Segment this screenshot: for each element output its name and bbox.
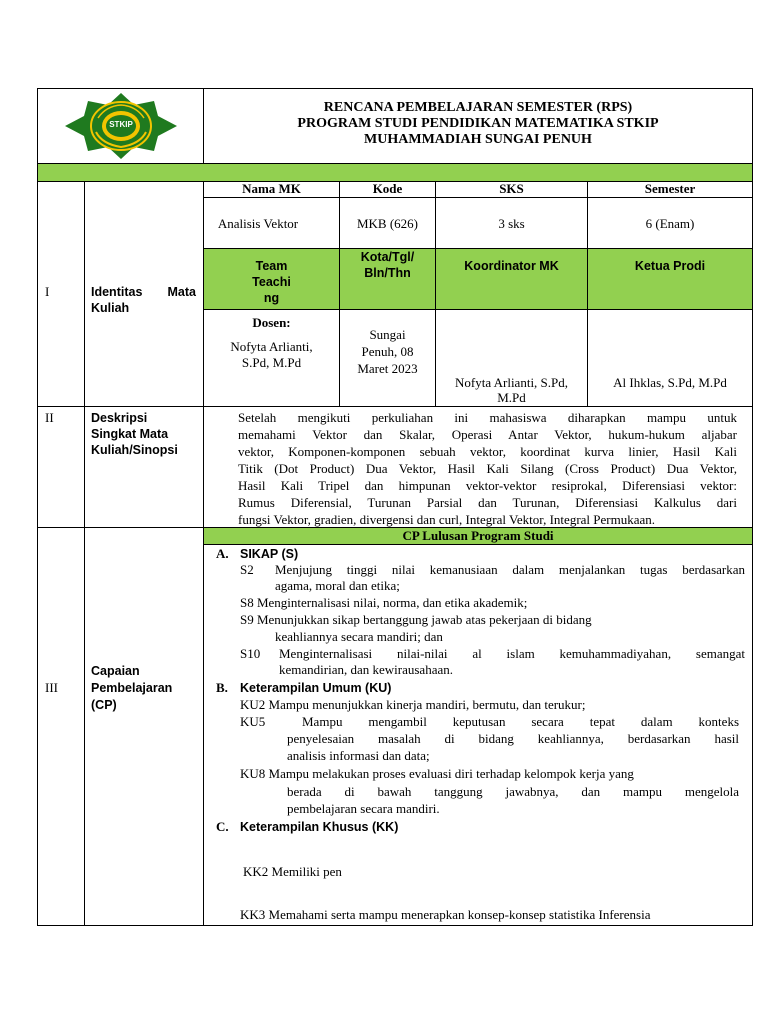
section-b-label: B. — [216, 680, 228, 695]
doc-title-line2: PROGRAM STUDI PENDIDIKAN MATEMATIKA STKIP — [297, 116, 659, 131]
header-semester: Semester — [644, 181, 696, 196]
s2-line-1: Menjujung tinggi nilai kemanusiaan dalam menjalankan tugas berdasarkan — [275, 562, 745, 577]
s2-code: S2 — [240, 562, 254, 577]
ketua-prodi-value: Al Ihklas, S.Pd, M.Pd — [613, 375, 727, 390]
synopsis-line-7: fungsi Vektor, gradien, divergensi dan curl, Integral Vektor, Integral Permukaan. — [238, 512, 656, 527]
section-1-number: I — [45, 284, 50, 299]
header-kota-1: Kota/Tgl/ — [360, 250, 415, 264]
kk2-line: KK2 Memiliki pen — [243, 864, 342, 879]
section-c-label: C. — [216, 819, 229, 834]
section-3-number: III — [45, 680, 58, 695]
section-a-title: SIKAP (S) — [240, 547, 299, 561]
synopsis-line-6: Rumus Diferensial, Turunan Parsial dan Turunan, Diferensiasi Kalkulus dari — [238, 495, 737, 510]
section-2-title-1: Deskripsi — [91, 411, 148, 425]
header-team-teaching-3: ng — [263, 291, 280, 305]
ku8-line-3: pembelajaran secara mandiri. — [287, 801, 440, 816]
synopsis-line-2: memahami Vektor dan Skalar, Operasi Antar Vektor, hukum-hukum aljabar — [238, 427, 737, 442]
kota-value-2: Penuh, 08 — [361, 344, 414, 359]
header-sks: SKS — [499, 181, 524, 196]
value-sks: 3 sks — [498, 216, 525, 231]
synopsis-line-4: Titik (Dot Product) Dua Vektor, Hasil Kali Silang (Cross Product) Dua Vektor, — [238, 461, 737, 476]
ku2-line: KU2 Mampu menunjukkan kinerja mandiri, bermutu, dan terukur; — [240, 697, 586, 712]
section-1-title: Identitas Mata Kuliah — [91, 285, 196, 315]
dosen-label: Dosen: — [252, 315, 291, 330]
section-b-title: Keterampilan Umum (KU) — [240, 681, 392, 695]
section-a-label: A. — [216, 546, 229, 561]
logo-center-text: STKIP — [109, 120, 133, 129]
header-nama-mk: Nama MK — [242, 181, 301, 196]
header-team-teaching-2: Teachi — [252, 275, 291, 289]
ku5-line-2: penyelesaian masalah di bidang keahliannya, berdasarkan hasil — [287, 731, 739, 746]
kota-value-1: Sungai — [369, 327, 406, 342]
section-3-title-3: (CP) — [91, 698, 117, 712]
ku8-line-2: berada di bawah tanggung jawabnya, dan mampu mengelola — [287, 784, 739, 799]
ku5-line-3: analisis informasi dan data; — [287, 748, 430, 763]
s2-line-2: agama, moral dan etika; — [275, 578, 400, 593]
kk3-line: KK3 Memahami serta mampu menerapkan konsep-konsep statistika Inferensia — [240, 907, 651, 922]
value-kode: MKB (626) — [356, 216, 419, 231]
s10-line-1: Menginternalisasi nilai-nilai al islam kemuhammadiyahan, semangat — [279, 646, 745, 661]
cp-header: CP Lulusan Program Studi — [402, 528, 554, 543]
kota-value-3: Maret 2023 — [357, 361, 418, 376]
s9-line-2: keahliannya secara mandiri; dan — [275, 629, 443, 644]
koordinator-value-1: Nofyta Arlianti, S.Pd, — [454, 375, 569, 390]
synopsis-line-1: Setelah mengikuti perkuliahan ini mahasiswa diharapkan mampu untuk — [238, 410, 737, 425]
doc-title-line3: MUHAMMADIAH SUNGAI PENUH — [364, 132, 592, 147]
s9-line-1: S9 Menunjukkan sikap bertanggung jawab atas pekerjaan di bidang — [240, 612, 592, 627]
s10-code: S10 — [240, 646, 261, 661]
header-team-teaching-1: Team — [255, 259, 288, 273]
header-koordinator: Koordinator MK — [464, 259, 559, 273]
s8-line: S8 Menginternalisasi nilai, norma, dan etika akademik; — [240, 595, 528, 610]
ku8-line-1: KU8 Mampu melakukan proses evaluasi diri terhadap kelompok kerja yang — [240, 766, 634, 781]
section-2-number: II — [45, 410, 54, 425]
value-nama-mk: Analisis Vektor — [217, 216, 299, 231]
dosen-name-2: S.Pd, M.Pd — [241, 355, 302, 370]
stkip-logo — [62, 92, 180, 160]
section-3-title-2: Pembelajaran — [91, 681, 173, 695]
dosen-name-1: Nofyta Arlianti, — [230, 339, 313, 354]
ku5-line-1: Mampu mengambil keputusan secara tepat dalam konteks — [302, 714, 739, 729]
header-kode: Kode — [372, 181, 403, 196]
s10-line-2: kemandirian, dan kewirausahaan. — [279, 662, 453, 677]
green-band — [38, 164, 752, 181]
section-c-title: Keterampilan Khusus (KK) — [240, 820, 399, 834]
synopsis-line-5: Hasil Kali Tripel dan himpunan vektor-vektor resiprokal, Diferensiasi vektor: — [238, 478, 737, 493]
koordinator-value-2: M.Pd — [497, 390, 526, 405]
value-semester: 6 (Enam) — [645, 216, 695, 231]
header-kota-2: Bln/Thn — [364, 266, 411, 280]
section-3-title-1: Capaian — [91, 664, 140, 678]
section-2-title-3: Kuliah/Sinopsi — [91, 443, 178, 457]
ku5-code: KU5 — [240, 714, 266, 729]
header-ketua-prodi: Ketua Prodi — [634, 259, 706, 273]
synopsis-line-3: vektor, Komponen-komponen sebuah vektor, koordinat kurva linier, Hasil Kali — [238, 444, 737, 459]
doc-title-line1: RENCANA PEMBELAJARAN SEMESTER (RPS) — [323, 100, 633, 115]
section-2-title-2: Singkat Mata — [91, 427, 169, 441]
